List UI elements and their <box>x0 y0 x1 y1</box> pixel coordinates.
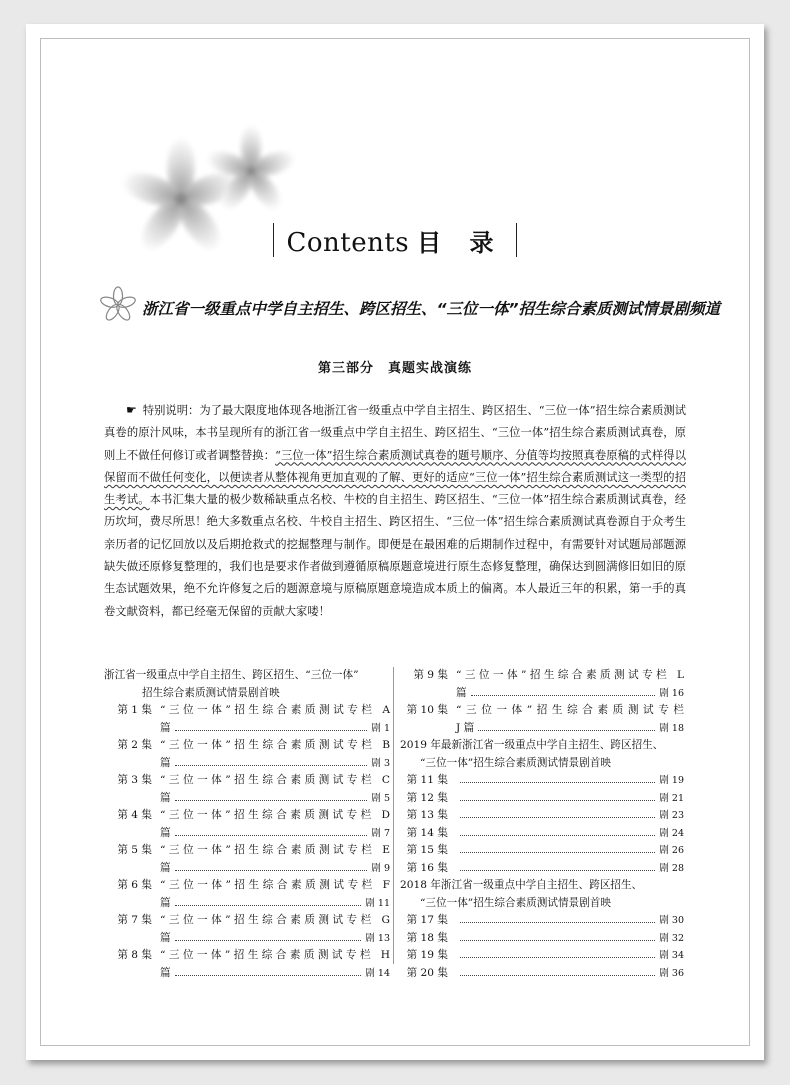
episode-page-line <box>160 825 390 843</box>
page-number: 剧 23 <box>659 810 684 821</box>
episode-page-line <box>160 895 390 913</box>
toc-entry[interactable] <box>400 807 684 825</box>
dot-leader <box>460 974 655 976</box>
episode-page-line <box>456 720 684 738</box>
toc-section-line: “三位一体”招生综合素质测试情景剧首映 <box>420 756 611 769</box>
episode-page-line <box>456 790 684 808</box>
episode-number: 第 15 集 <box>406 844 448 856</box>
toc-entry[interactable] <box>400 667 684 702</box>
episode-title-cont: 篇 <box>160 826 171 839</box>
episode-title-cont: 篇 <box>160 896 171 909</box>
episode-title: “三位一体”招生综合素质测试专栏 E <box>160 844 390 856</box>
episode-body <box>160 772 390 807</box>
toc-entry[interactable] <box>400 947 684 965</box>
episode-number: 第 11 集 <box>406 774 448 786</box>
episode-page-line <box>160 755 390 773</box>
episode-body <box>160 947 390 982</box>
episode-number: 第 6 集 <box>117 879 152 891</box>
toc-section-line: “三位一体”招生综合素质测试情景剧首映 <box>420 896 611 909</box>
episode-title-cont: 篇 <box>160 861 171 874</box>
episode-number: 第 8 集 <box>117 949 152 961</box>
toc-divider <box>393 667 394 964</box>
episode-title: “三位一体”招生综合素质测试专栏 A <box>160 704 390 716</box>
dot-leader <box>175 869 368 871</box>
toc-left-column <box>104 667 390 982</box>
episode-body <box>456 667 684 702</box>
dot-leader <box>175 799 368 801</box>
episode-number: 第 12 集 <box>406 791 448 804</box>
note-text-2: 本书汇集大量的极少数稀缺重点名校、牛校的自主招生、跨区招生、“三位一体”招生综合素质测试真卷，经历坎坷，费尽所思！绝大多数重点名校、牛校自主招生、跨区招生、“三位一体”招生综合素质测试真卷源自于众考生亲历者的记忆回放以及后期抢救式的挖掘整理与制作。即便是在最困难的后期制作过程中，有需要针对试题局部题源缺失做还原修复整理的，我们也是要求作者做到遵循原稿原题意境进行原生态修复整理，确保达到圆满修旧如旧的原生态试题效果，绝不允许修复之后的题源意境与原稿原题意境造成本质上的偏离。本人最近三年的积累，第一手的真卷文献资料，都已经毫无保留的贡献大家喽！ <box>104 493 686 618</box>
episode-number: 第 1 集 <box>117 704 152 716</box>
episode-number: 第 16 集 <box>406 861 448 874</box>
episode-body <box>160 807 390 842</box>
dot-leader <box>460 781 655 783</box>
episode-page-line <box>456 825 684 843</box>
part-heading: 第三部分 真题实战演练 <box>317 361 472 376</box>
page-number: 剧 32 <box>659 932 684 944</box>
episode-page-line <box>160 860 390 878</box>
note-text-1: 特别说明：为了最大限度地体现各地浙江省一级重点中学自主招生、跨区招生、“三位一体”招生综合素质测试真卷的原汁风味，本书呈现所有的浙江省一级重点中学自主招生、跨区招生、“三位一体”招生综合素质测试真卷，原则上不做任何修订或者调整替换： <box>104 404 686 462</box>
page-number: 剧 13 <box>365 932 390 944</box>
episode-page-line <box>456 930 684 948</box>
dot-leader <box>175 764 368 766</box>
toc-section-line: 浙江省一级重点中学自主招生、跨区招生、“三位一体” <box>104 669 359 681</box>
page-number: 剧 14 <box>365 967 390 979</box>
dot-leader <box>460 869 655 871</box>
episode-title: “三位一体”招生综合素质测试专栏 <box>456 704 684 716</box>
toc-section-line: 2018 年浙江省一级重点中学自主招生、跨区招生、 <box>400 879 643 891</box>
toc-entry[interactable] <box>400 842 684 860</box>
page-number: 剧 16 <box>659 687 684 699</box>
toc-entry[interactable] <box>400 965 684 983</box>
toc-section-line: 2019 年最新浙江省一级重点中学自主招生、跨区招生、 <box>400 739 664 751</box>
episode-title-cont: 篇 <box>160 791 171 804</box>
episode-number: 第 5 集 <box>117 844 152 856</box>
episode-number: 第 20 集 <box>406 966 448 979</box>
small-flower-icon <box>98 285 138 325</box>
dot-leader <box>460 799 655 801</box>
episode-page-line <box>456 807 684 825</box>
channel-title: 浙江省一级重点中学自主招生、跨区招生、“三位一体”招生综合素质测试情景剧频道 <box>142 300 720 318</box>
dot-leader <box>478 729 655 731</box>
episode-title: “三位一体”招生综合素质测试专栏 G <box>160 914 390 926</box>
episode-body <box>160 842 390 877</box>
page-number: 剧 11 <box>365 897 390 909</box>
page-number: 剧 18 <box>659 722 684 734</box>
episode-title-cont: 篇 <box>456 686 467 699</box>
page-number: 剧 3 <box>371 757 390 769</box>
episode-title-cont: J 篇 <box>456 721 475 734</box>
episode-number: 第 10 集 <box>406 704 448 716</box>
episode-title: “三位一体”招生综合素质测试专栏 H <box>160 949 390 961</box>
dot-leader <box>175 904 362 906</box>
dot-leader <box>460 939 655 941</box>
page-number: 剧 24 <box>659 827 684 839</box>
title-left-bar <box>273 223 274 257</box>
episode-title: “三位一体”招生综合素质测试专栏 B <box>160 739 390 751</box>
special-note <box>104 399 686 623</box>
pointing-hand-icon: ☛ <box>126 403 137 417</box>
episode-title: “三位一体”招生综合素质测试专栏 L <box>456 669 684 681</box>
dot-leader <box>460 834 655 836</box>
dot-leader <box>175 939 362 941</box>
page-number: 剧 28 <box>659 862 684 874</box>
episode-page-line <box>456 772 684 790</box>
page-number: 剧 21 <box>659 792 684 804</box>
episode-body <box>160 737 390 772</box>
toc-entry[interactable] <box>400 702 684 737</box>
episode-number: 第 9 集 <box>413 669 448 681</box>
toc-entry[interactable] <box>104 702 390 737</box>
channel-heading <box>98 285 718 329</box>
episode-page-line <box>456 912 684 930</box>
toc-section-heading <box>104 667 390 702</box>
note-wavy-text: “三位一体”招生综合素质测试真卷的题号顺序、分值等均按照真卷原稿的式样得以保留而不做任何变化，以便读者从整体视角更加直观的了解、更好的适应“三位一体”招生综合素质测试这一类型的招生考试。 <box>104 448 686 507</box>
toc-entry[interactable] <box>400 912 684 930</box>
toc-section-line: 招生综合素质测试情景剧首映 <box>142 686 280 699</box>
toc-entry[interactable] <box>400 930 684 948</box>
dot-leader <box>471 694 656 696</box>
episode-title-cont: 篇 <box>160 931 171 944</box>
page-number: 剧 5 <box>371 792 390 804</box>
toc-entry[interactable] <box>104 842 390 877</box>
page-number: 剧 9 <box>371 862 390 874</box>
dot-leader <box>175 729 368 731</box>
page-number: 剧 30 <box>659 915 684 926</box>
episode-title: “三位一体”招生综合素质测试专栏 F <box>160 879 390 891</box>
episode-body <box>160 912 390 947</box>
episode-page-line <box>456 860 684 878</box>
dot-leader <box>175 834 368 836</box>
toc-right-column <box>400 667 684 982</box>
toc-entry[interactable] <box>104 877 390 912</box>
episode-number: 第 17 集 <box>406 914 448 926</box>
page-number: 剧 36 <box>659 967 684 979</box>
dot-leader <box>460 851 655 853</box>
toc-section-heading <box>400 877 684 912</box>
episode-page-line <box>160 720 390 738</box>
page-number: 剧 34 <box>659 950 684 961</box>
episode-number: 第 7 集 <box>117 914 152 926</box>
episode-number: 第 19 集 <box>406 949 448 961</box>
episode-page-line <box>456 842 684 860</box>
page-number: 剧 7 <box>371 827 390 839</box>
page-number: 剧 1 <box>371 722 390 734</box>
toc-entry[interactable] <box>104 912 390 947</box>
episode-number: 第 14 集 <box>406 826 448 839</box>
episode-number: 第 4 集 <box>117 809 152 821</box>
title-right-bar <box>516 223 517 257</box>
episode-page-line <box>160 930 390 948</box>
dot-leader <box>175 974 362 976</box>
episode-body <box>456 702 684 737</box>
toc-section-heading <box>400 737 684 772</box>
episode-number: 第 2 集 <box>117 739 152 751</box>
episode-title: “三位一体”招生综合素质测试专栏 C <box>160 774 390 786</box>
episode-title: “三位一体”招生综合素质测试专栏 D <box>160 809 390 821</box>
episode-page-line <box>160 790 390 808</box>
title-en: Contents <box>286 228 410 258</box>
episode-page-line <box>456 947 684 965</box>
toc-entry[interactable] <box>400 790 684 808</box>
toc-entry[interactable] <box>104 737 390 772</box>
title-cn: 目 录 <box>417 229 504 257</box>
page-number: 剧 19 <box>659 775 684 786</box>
episode-page-line <box>456 685 684 703</box>
episode-number: 第 13 集 <box>406 809 448 821</box>
episode-body <box>160 702 390 737</box>
page-title <box>0 223 790 258</box>
dot-leader <box>460 816 655 818</box>
episode-title-cont: 篇 <box>160 966 171 979</box>
episode-title-cont: 篇 <box>160 756 171 769</box>
dot-leader <box>460 956 655 958</box>
page-number: 剧 26 <box>659 845 684 856</box>
dot-leader <box>460 921 655 923</box>
episode-title-cont: 篇 <box>160 721 171 734</box>
episode-page-line <box>456 965 684 983</box>
toc-entry[interactable] <box>400 860 684 878</box>
toc-entry[interactable] <box>104 807 390 842</box>
episode-number: 第 18 集 <box>406 931 448 944</box>
episode-page-line <box>160 965 390 983</box>
toc-entry[interactable] <box>400 772 684 790</box>
toc-entry[interactable] <box>104 772 390 807</box>
episode-body <box>160 877 390 912</box>
toc-entry[interactable] <box>400 825 684 843</box>
episode-number: 第 3 集 <box>117 774 152 786</box>
toc-entry[interactable] <box>104 947 390 982</box>
